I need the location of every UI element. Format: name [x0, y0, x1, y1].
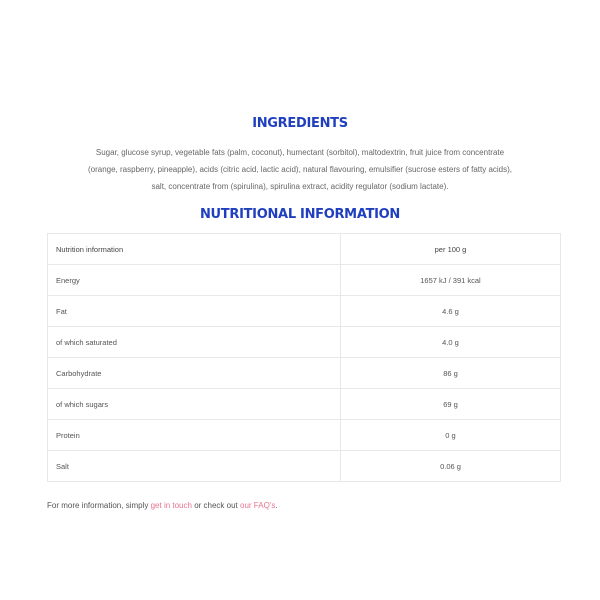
nutrient-value: 69 g [341, 389, 561, 420]
table-row [48, 358, 561, 389]
nutrient-value: 86 g [341, 358, 561, 389]
footer-text [47, 501, 278, 510]
footer-middle: or check out [191, 501, 240, 510]
nutrient-value: 1657 kJ / 391 kcal [341, 265, 561, 296]
ingredients-heading: INGREDIENTS [252, 116, 348, 131]
table-row [48, 327, 561, 358]
nutrient-value: 0 g [341, 420, 561, 451]
ingredients-line: Sugar, glucose syrup, vegetable fats (palm, coconut), humectant (sorbitol), maltodextrin, fruit juice from concentrate [95, 148, 505, 157]
nutrient-label: Energy [48, 265, 341, 296]
table-header-row [48, 234, 561, 265]
nutrition-heading: NUTRITIONAL INFORMATION [199, 207, 401, 222]
footer-suffix: . [275, 501, 278, 510]
nutrient-label: Protein [48, 420, 341, 451]
table-row [48, 389, 561, 420]
nutrient-label: Carbohydrate [48, 358, 341, 389]
nutrient-label: Fat [48, 296, 341, 327]
table-header-value: per 100 g [341, 234, 561, 265]
nutrient-value: 0.06 g [341, 451, 561, 482]
table-header-label: Nutrition information [48, 234, 341, 265]
table-row [48, 265, 561, 296]
nutrition-table [47, 233, 561, 482]
faq-link[interactable]: our FAQ's [240, 501, 276, 510]
nutrient-label: of which saturated [48, 327, 341, 358]
nutrient-value: 4.0 g [341, 327, 561, 358]
ingredients-line: (orange, raspberry, pineapple), acids (citric acid, lactic acid), natural flavouring, emulsifier (sucrose esters of fatty acids), [87, 165, 513, 174]
nutrient-label: Salt [48, 451, 341, 482]
ingredients-line: salt, concentrate from (spirulina), spirulina extract, acidity regulator (sodium lactate). [151, 182, 449, 191]
table-row [48, 420, 561, 451]
table-row [48, 451, 561, 482]
footer-prefix: For more information, simply [47, 501, 151, 510]
nutrient-value: 4.6 g [341, 296, 561, 327]
table-row [48, 296, 561, 327]
nutrient-label: of which sugars [48, 389, 341, 420]
ingredients-text [44, 144, 556, 195]
get-in-touch-link[interactable]: get in touch [150, 501, 192, 510]
